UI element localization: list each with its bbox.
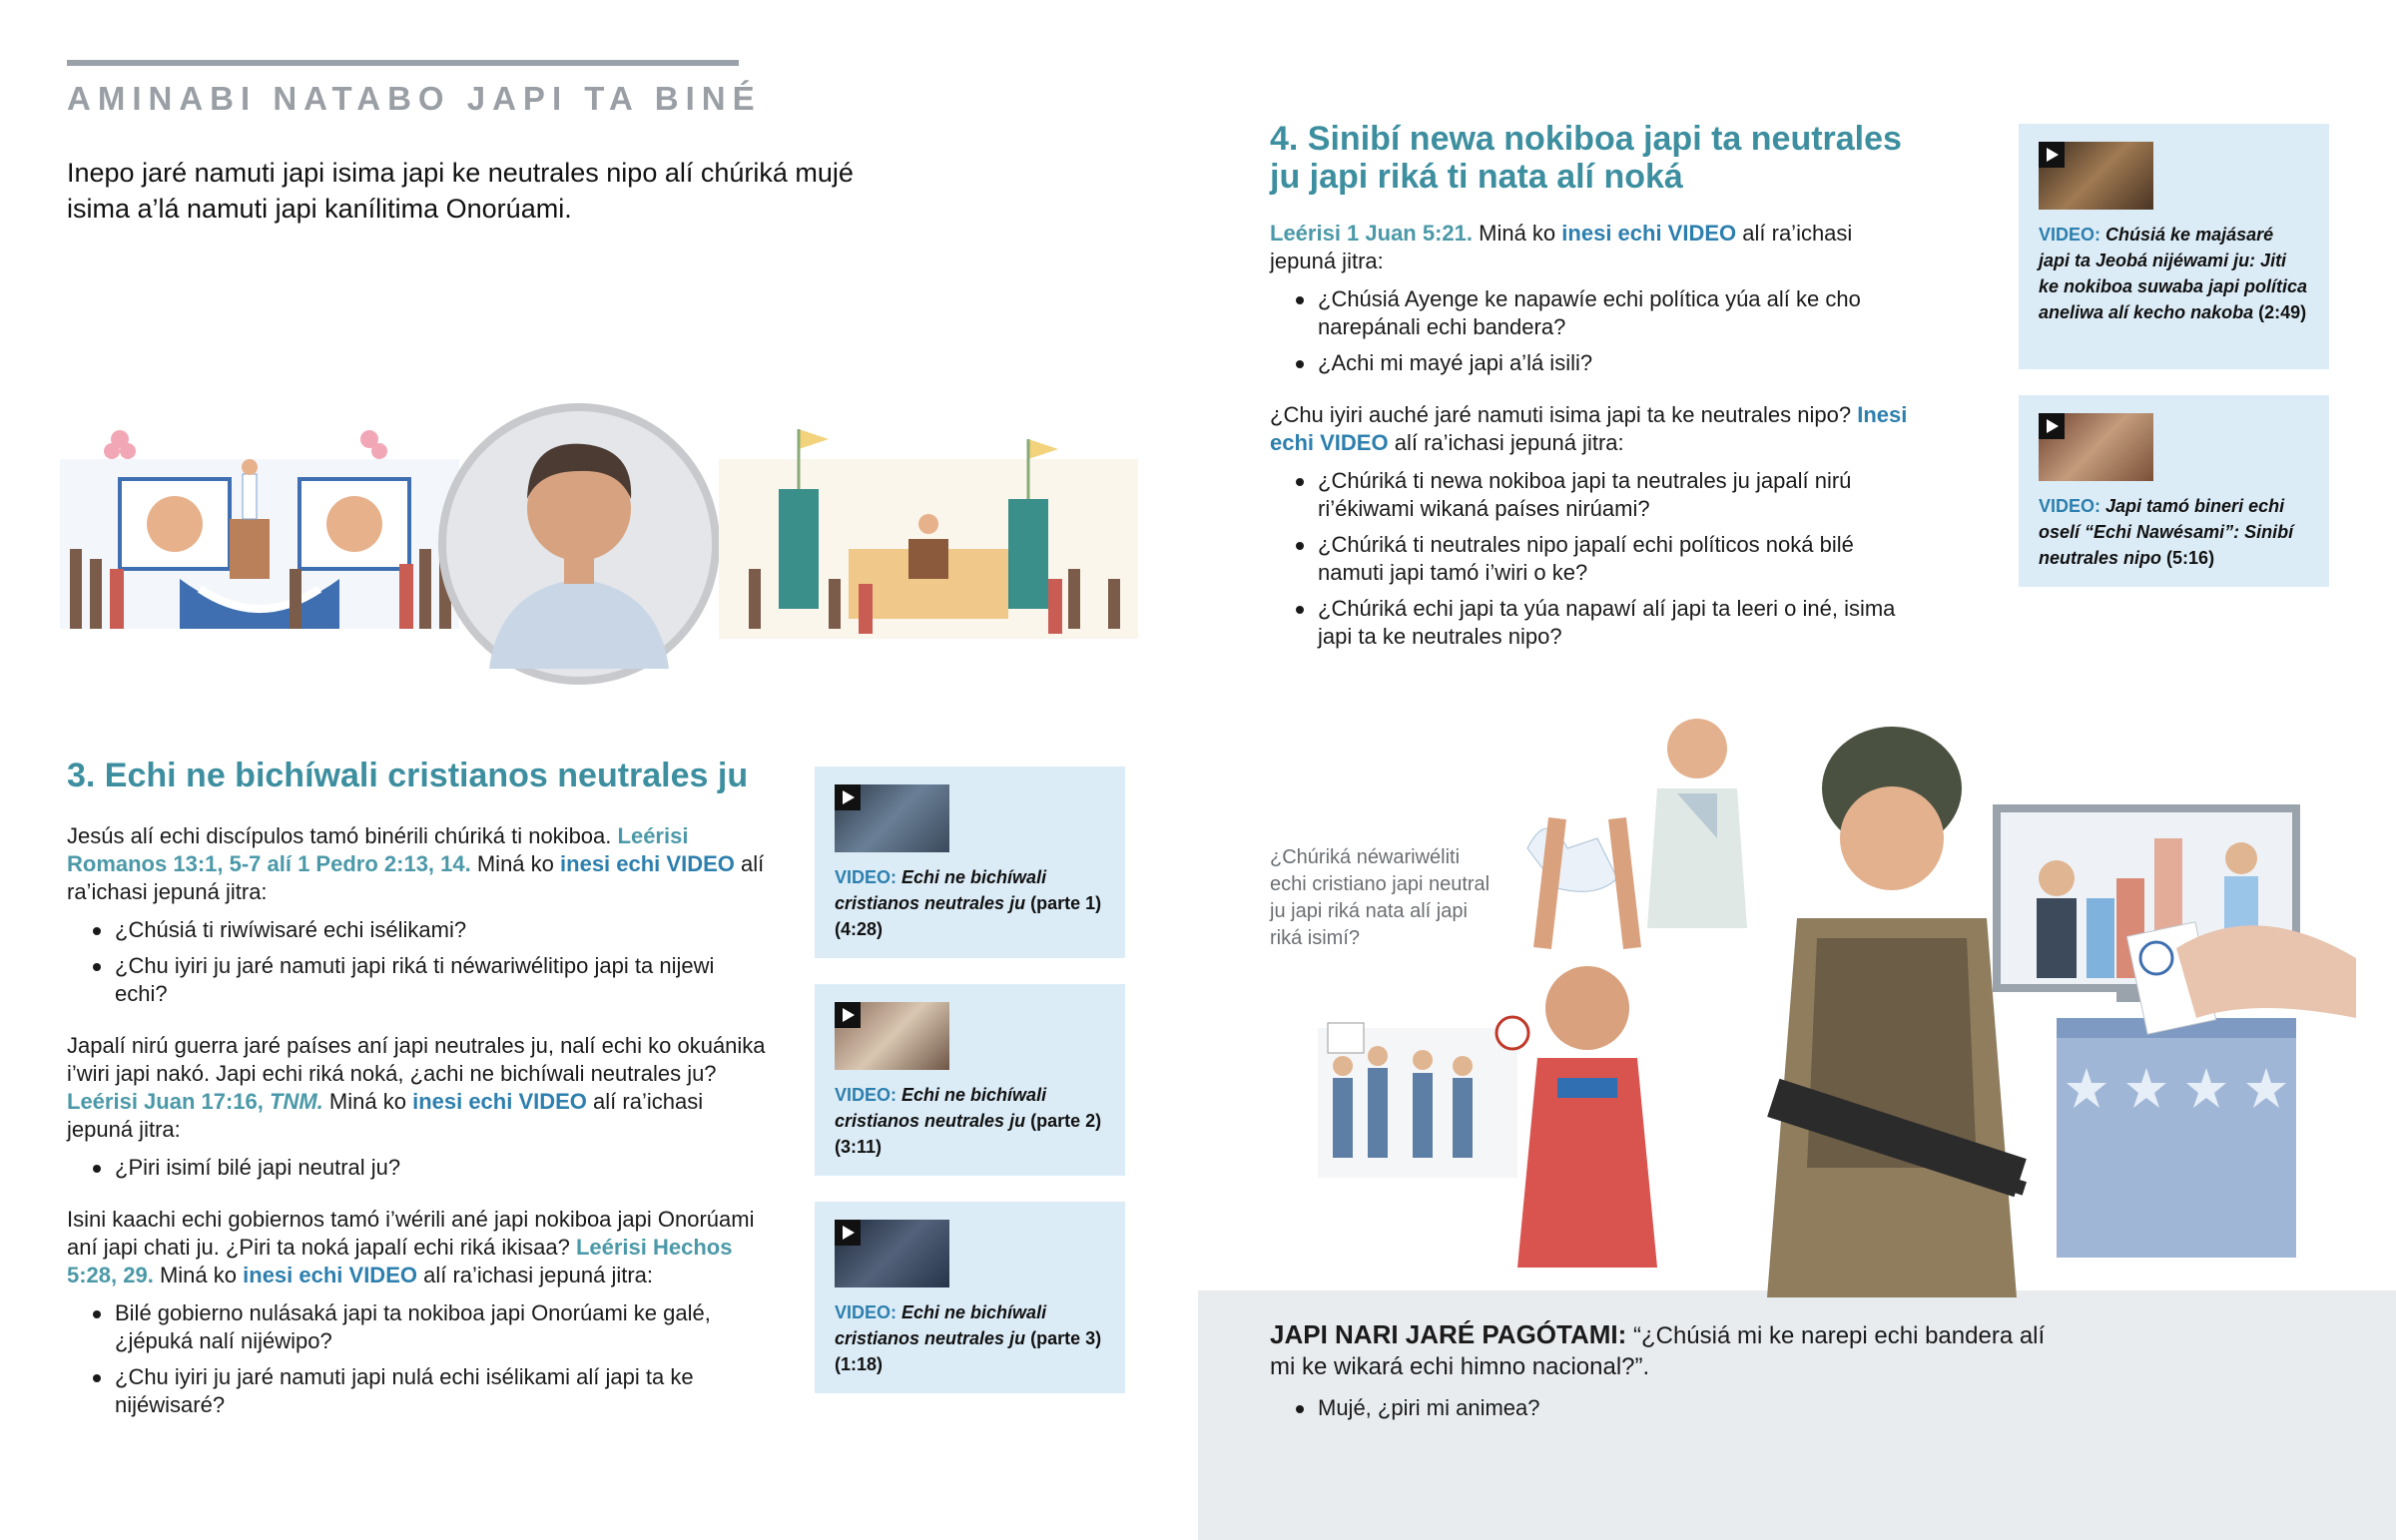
watch-video-link[interactable]: inesi echi VIDEO (412, 1089, 587, 1114)
portrait-medallion (442, 407, 716, 681)
illustration-neutrality-scenes (1298, 699, 2396, 1297)
boy-saluting (1647, 719, 1747, 928)
video-thumbnail[interactable] (835, 1002, 949, 1070)
question-item: ¿Chu iyiri ju jaré namuti japi riká ti néwariwélitipo japi ta nijewi echi? (67, 952, 766, 1008)
paragraph-text: ¿Chu iyiri auché jaré namuti isima japi ta ke neutrales nipo? (1270, 402, 1852, 427)
objection-quote: “¿Chúsiá mi ke narepi echi bandera alí mi ke wikará echi himno nacional?”. (1270, 1322, 2046, 1380)
scripture-reference-link[interactable]: Leérisi Hechos 5:28, 29. (67, 1235, 733, 1287)
scripture-reference-link[interactable]: Leérisi 1 Juan 5:21. (1270, 221, 1473, 246)
section-4-paragraph-2 (1270, 401, 1909, 457)
video-card-part-2[interactable] (815, 984, 1125, 1176)
play-icon[interactable] (835, 784, 861, 810)
illustration-caption: ¿Chúriká néwariwéliti echi cristiano japi neutral ju japi riká nata alí japi riká isimí? (1270, 846, 1491, 949)
section-3-paragraph-1 (67, 822, 766, 906)
paragraph-text: Miná ko (476, 851, 554, 876)
left-rally-illustration (60, 430, 459, 629)
play-icon[interactable] (835, 1220, 861, 1246)
play-icon[interactable] (2039, 413, 2065, 439)
soldier-woman (1767, 727, 2027, 1297)
question-item: Bilé gobierno nulásaká japi ta nokiboa japi Onorúami ke galé, ¿jépuká nalí nijéwipo? (67, 1299, 766, 1355)
reflection-text (1270, 1319, 2069, 1432)
question-item: ¿Chúriká echi japi ta yúa napawí alí japi ta leeri o iné, isima japi ta ke neutrales nipo? (1270, 595, 1909, 651)
objection-paragraph (1270, 1319, 2069, 1382)
watch-video-link[interactable]: Inesi echi VIDEO (1270, 402, 1908, 455)
paragraph-text: Isini kaachi echi gobiernos tamó i’wérili ané japi nokiboa japi Onorúami aní japi chati ju. ¿Piri ta noká japalí echi riká ikisaa? (67, 1207, 755, 1260)
header-rule (67, 60, 739, 66)
section-3 (67, 757, 766, 1429)
discussion-questions (1270, 467, 1909, 651)
chapter-kicker: AMINABI NATABO JAPI TA BINÉ (67, 80, 762, 117)
video-thumbnail[interactable] (2039, 142, 2153, 210)
scripture-reference-link[interactable]: Leérisi Juan 17:16, TNM. (67, 1089, 323, 1114)
section-3-title: 3. Echi ne bichíwali cristianos neutrales ju (67, 757, 749, 794)
paragraph-text: alí ra’ichasi jepuná jitra: (67, 1089, 704, 1142)
video-thumbnail[interactable] (835, 784, 949, 852)
section-4-paragraph-1 (1270, 220, 1909, 275)
video-thumbnail[interactable] (835, 1220, 949, 1287)
section-3-paragraph-3 (67, 1206, 766, 1289)
cheering-fan (1517, 818, 1657, 1268)
question-item: ¿Chúriká ti newa nokiboa japi ta neutrales ju japalí nirú ri’ékiwami wikaná países nirúami? (1270, 467, 1909, 523)
question-item: ¿Piri isimí bilé japi neutral ju? (67, 1154, 766, 1182)
paragraph-text: Miná ko (1479, 221, 1556, 246)
video-caption: VIDEO: Echi ne bichíwali cristianos neutrales ju (parte 3) (1:18) (835, 1302, 1102, 1374)
question-item: ¿Chúriká ti neutrales nipo japalí echi políticos noká bilé namuti japi tamó i’wiri o ke? (1270, 531, 1909, 587)
discussion-questions (67, 916, 766, 1008)
question-item: ¿Chúsiá ti riwíwisaré echi isélikami? (67, 916, 766, 944)
discussion-questions (1270, 285, 1909, 377)
play-icon[interactable] (2039, 142, 2065, 168)
paragraph-text: Miná ko (159, 1263, 238, 1287)
watch-video-link[interactable]: inesi echi VIDEO (1561, 221, 1737, 246)
paragraph-text: Miná ko (328, 1089, 406, 1114)
paragraph-text: alí ra’ichasi jepuná jitra: (67, 851, 765, 904)
question-item: ¿Achi mi mayé japi a’lá isili? (1270, 349, 1909, 377)
right-rally-illustration (719, 429, 1138, 639)
question-item: Mujé, ¿piri mi animea? (1270, 1394, 2069, 1422)
reflection-questions (1270, 1394, 2069, 1422)
section-4 (1270, 120, 1909, 661)
video-caption: VIDEO: Echi ne bichíwali cristianos neutrales ju (parte 1) (4:28) (835, 867, 1102, 939)
illustration-political-rallies (60, 399, 1158, 689)
discussion-questions (67, 1154, 766, 1182)
paragraph-text: alí ra’ichasi jepuná jitra: (423, 1263, 654, 1287)
play-icon[interactable] (835, 1002, 861, 1028)
section-4-title: 4. Sinibí newa nokiboa japi ta neutrales ju japi riká ti nata alí noká (1270, 120, 1902, 196)
section-3-paragraph-2 (67, 1032, 766, 1144)
video-card-stay-neutral[interactable] (2019, 395, 2329, 587)
scripture-reference-link[interactable]: Leérisi Romanos 13:1, 5-7 alí 1 Pedro 2:13, 14. (67, 823, 689, 876)
question-item: ¿Chu iyiri ju jaré namuti japi nulá echi isélikami alí japi ta ke nijéwisaré? (67, 1363, 766, 1419)
video-caption: VIDEO: Echi ne bichíwali cristianos neutrales ju (parte 2) (3:11) (835, 1085, 1102, 1157)
question-item: ¿Chúsiá Ayenge ke napawíe echi política yúa alí ke cho narepánali echi bandera? (1270, 285, 1909, 341)
paragraph-text: alí ra’ichasi jepuná jitra: (1394, 430, 1624, 455)
objection-heading: JAPI NARI JARÉ PAGÓTAMI: (1270, 1319, 1627, 1349)
paragraph-text: alí ra’ichasi jepuná jitra: (1270, 221, 1853, 273)
video-card-part-1[interactable] (815, 767, 1125, 958)
protesters-group (1318, 1017, 1528, 1178)
watch-video-link[interactable]: inesi echi VIDEO (560, 851, 735, 876)
watch-video-link[interactable]: inesi echi VIDEO (243, 1263, 417, 1287)
video-thumbnail[interactable] (2039, 413, 2153, 481)
paragraph-text: Jesús alí echi discípulos tamó binérili chúriká ti nokiboa. (67, 823, 612, 848)
intro-text: Inepo jaré namuti japi isima japi ke neutrales nipo alí chúriká mujé isima a’lá namuti japi kanílitima Onorúami. (67, 158, 854, 224)
paragraph-text: Japalí nirú guerra jaré países aní japi neutrales ju, nalí echi ko okuánika i’wiri japi nakó. Japi echi riká noká, ¿achi ne bichíwali neutrales ju? (67, 1033, 766, 1086)
discussion-questions (67, 1299, 766, 1419)
video-caption: VIDEO: Japi tamó bineri echi oselí “Echi Nawésami”: Sinibí neutrales nipo (5:16) (2039, 496, 2294, 568)
video-card-part-3[interactable] (815, 1202, 1125, 1393)
video-card-no-political[interactable] (2019, 124, 2329, 369)
video-caption: VIDEO: Chúsiá ke majásaré japi ta Jeobá nijéwami ju: Jiti ke nokiboa suwaba japi política aneliwa alí kecho nakoba (2:49) (2039, 225, 2308, 322)
